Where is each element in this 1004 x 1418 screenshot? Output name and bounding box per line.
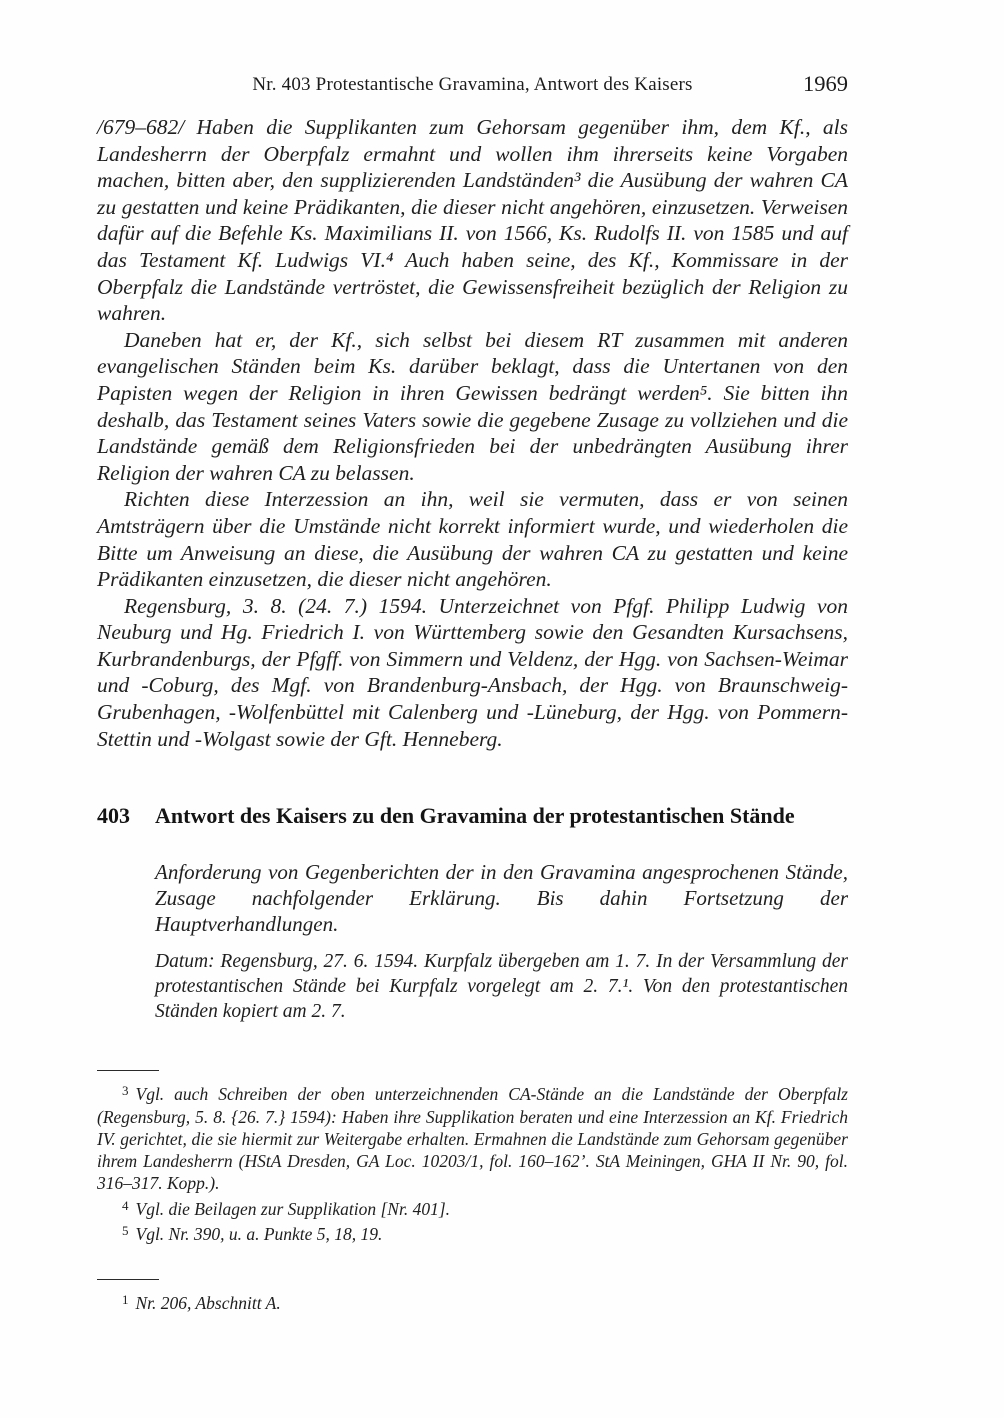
footnote — [97, 1220, 848, 1245]
running-head-title: Nr. 403 Protestantische Gravamina, Antwort des Kaisers — [252, 74, 693, 95]
footnote-text: Vgl. Nr. 390, u. a. Punkte 5, 18, 19. — [135, 1224, 383, 1245]
footnote-text: Nr. 206, Abschnitt A. — [135, 1293, 281, 1314]
footnote-block-1 — [97, 1070, 848, 1245]
footnote-marker: 1 — [122, 1292, 129, 1308]
paragraph: Daneben hat er, der Kf., sich selbst bei diesem RT zusammen mit anderen evangelischen Ständen beim Ks. darüber beklagt, dass die Untertanen von den Papisten wegen der Religion in ihren Gewissen bedrängt werden⁵. Sie bitten ihn deshalb, das Testament seines Vaters sowie die gegebene Zusage zu vollziehen und die Landstände gemäß dem Religionsfrieden bei der unbedrängten Ausübung ihrer Religion der wahren CA zu belassen. — [97, 327, 848, 485]
document-summary-text — [97, 114, 848, 752]
paragraph: /679–682/ Haben die Supplikanten zum Gehorsam gegenüber ihm, dem Kf., als Landesherrn der Oberpfalz ermahnt und wollen ihm ihrerseits keine Vorgaben machen, bitten aber, den supplizierenden Landständen³ die Ausübung der wahren CA zu gestatten und keine Prädikanten, die dieser nicht angehören, einzusetzen. Verweisen dafür auf die Befehle Ks. Maximilians II. von 1566, Ks. Rudolfs II. von 1585 und auf das Testament Kf. Ludwigs VI.⁴ Auch haben seine, des Kf., Kommissare in der Oberpfalz die Landstände vertröstet, die Gewissensfreiheit bezüglich der Religion zu wahren. — [97, 115, 848, 326]
running-head — [97, 71, 848, 102]
footnote — [97, 1195, 848, 1220]
paragraph: Regensburg, 3. 8. (24. 7.) 1594. Unterzeichnet von Pfgf. Philipp Ludwig von Neuburg und Hg. Friedrich I. von Württemberg sowie den Gesandten Kursachsens, Kurbrandenburgs, der Pfgff. von Simmern und Veldenz, der Hgg. von Sachsen-Weimar und -Coburg, des Mgf. von Brandenburg-Ansbach, der Hgg. von Braunschweig-Grubenhagen, -Wolfenbüttel mit Calenberg und -Lüneburg, der Hgg. von Pommern-Stettin und -Wolgast sowie der Gft. Henneberg. — [97, 593, 848, 751]
footnote-text: Vgl. auch Schreiben der oben unterzeichnenden CA-Stände an die Landstände der Oberpfalz (Regensburg, 5. 8. {26. 7.} 1594): Haben ihre Supplikation beraten und eine Interzession an Kf. Friedrich IV. gerichtet, die sie hiermit zur Weitergabe erhalten. Ermahnen die Landstände zum Gehorsam gegenüber ihrem Landesherrn (HStA Dresden, GA Loc. 10203/1, fol. 160–162’. StA Meiningen, GHA II Nr. 90, fol. 316–317. Kopp.). — [97, 1084, 848, 1194]
paragraph: Richten diese Interzession an ihn, weil sie vermuten, dass er von seinen Amtsträgern über die Umstände nicht korrekt informiert wurde, und wiederholen die Bitte um Anweisung an diese, die Ausübung der wahren CA zu gestatten und keine Prädikanten einzusetzen, die dieser nicht angehören. — [97, 487, 848, 592]
footnote — [97, 1289, 848, 1314]
footnote-rule — [97, 1070, 159, 1071]
footnote — [97, 1080, 848, 1194]
section-summary: Anforderung von Gegenberichten der in den Gravamina angesprochenen Stände, Zusage nachfolgender Erklärung. Bis dahin Fortsetzung der Hauptverhandlungen. — [155, 860, 848, 937]
section-heading — [97, 802, 848, 829]
footnote-text: Vgl. die Beilagen zur Supplikation [Nr. 401]. — [135, 1198, 451, 1219]
document-title: Antwort des Kaisers zu den Gravamina der protestantischen Stände — [155, 803, 795, 829]
footnote-rule — [97, 1279, 159, 1280]
section-datum: Datum: Regensburg, 27. 6. 1594. Kurpfalz übergeben am 1. 7. In der Versammlung der protestantischen Stände bei Kurpfalz vorgelegt am 2. 7.¹. Von den protestantischen Ständen kopiert am 2. 7. — [155, 951, 848, 1023]
page-number: 1969 — [803, 71, 848, 96]
document-number: 403 — [97, 803, 130, 829]
footnote-marker: 4 — [122, 1197, 129, 1213]
footnote-marker: 5 — [122, 1223, 129, 1239]
footnote-block-2 — [97, 1279, 848, 1314]
footnote-marker: 3 — [122, 1083, 129, 1099]
